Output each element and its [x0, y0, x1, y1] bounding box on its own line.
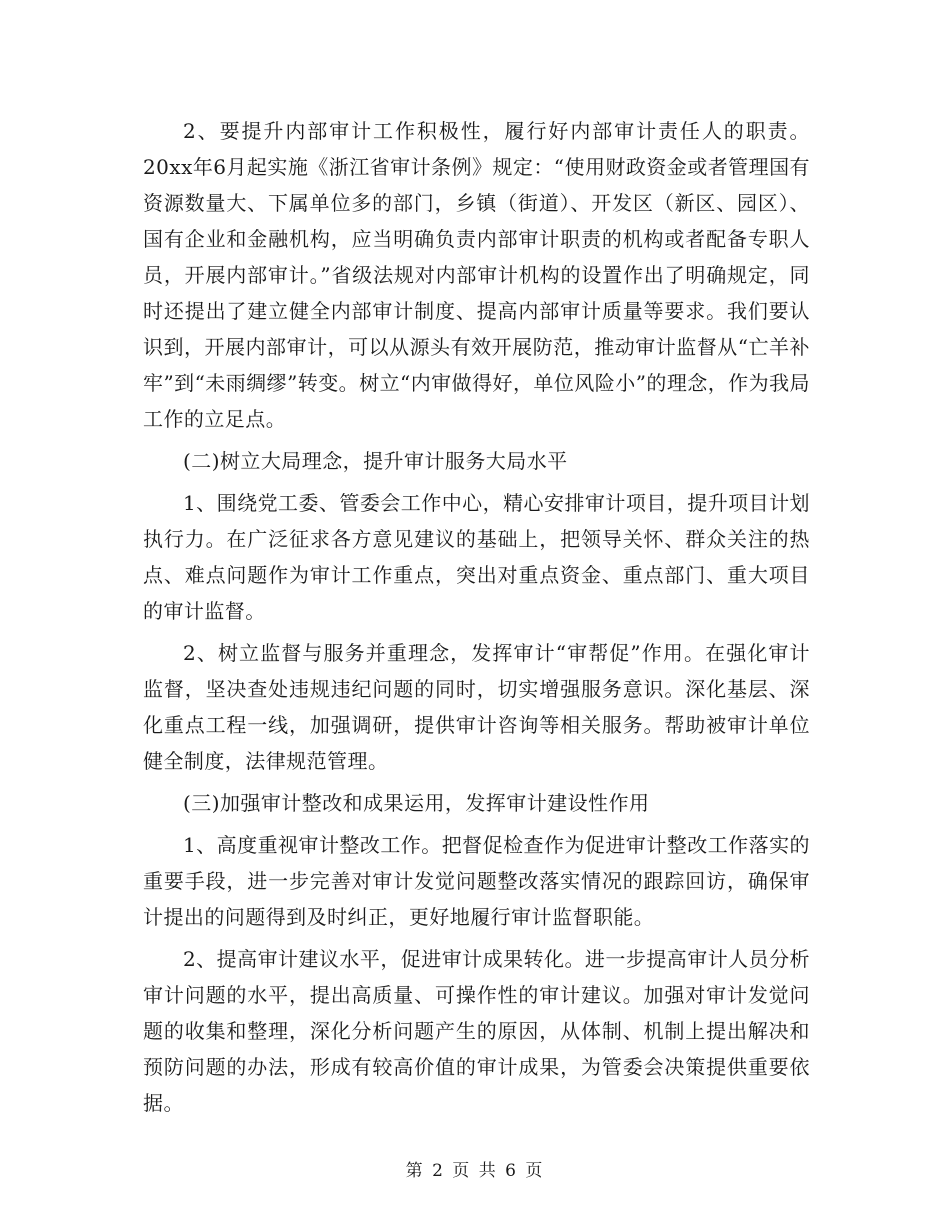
- document-body: [143, 113, 810, 1127]
- paragraph-audit-projects: 1、围绕党工委、管委会工作中心，精心安排审计项目，提升项目计划执行力。在广泛征求各方意见建议的基础上，把领导关怀、群众关注的热点、难点问题作为审计工作重点，突出对重点资金、重点部门、重大项目的审计监督。: [143, 491, 810, 623]
- section-heading-2: (二)树立大局理念，提升审计服务大局水平: [183, 449, 568, 473]
- paragraph-audit-suggestions: 2、提高审计建议水平，促进审计成果转化。进一步提高审计人员分析审计问题的水平，提出高质量、可操作性的审计建议。加强对审计发觉问题的收集和整理，深化分析问题产生的原因，从体制、机制上提出解决和预防问题的办法，形成有较高价值的审计成果，为管委会决策提供重要依据。: [143, 947, 810, 1115]
- paragraph-supervision-service: 2、树立监督与服务并重理念，发挥审计“审帮促”作用。在强化审计监督，坚决查处违规违纪问题的同时，切实增强服务意识。深化基层、深化重点工程一线，加强调研，提供审计咨询等相关服务。帮助被审计单位健全制度，法律规范管理。: [143, 641, 810, 773]
- page-number-footer: 第 2 页 共 6 页: [405, 1161, 545, 1181]
- section-heading-3: (三)加强审计整改和成果运用，发挥审计建设性作用: [183, 791, 650, 815]
- paragraph-rectification: 1、高度重视审计整改工作。把督促检查作为促进审计整改工作落实的重要手段，进一步完善对审计发觉问题整改落实情况的跟踪回访，确保审计提出的问题得到及时纠正，更好地履行审计监督职能。: [143, 833, 810, 929]
- paragraph-internal-audit: 2、要提升内部审计工作积极性，履行好内部审计责任人的职责。20xx年6月起实施《浙江省审计条例》规定：“使用财政资金或者管理国有资源数量大、下属单位多的部门，乡镇（街道）、开发区（新区、园区）、国有企业和金融机构，应当明确负责内部审计职责的机构或者配备专职人员，开展内部审计。”省级法规对内部审计机构的设置作出了明确规定，同时还提出了建立健全内部审计制度、提高内部审计质量等要求。我们要认识到，开展内部审计，可以从源头有效开展防范，推动审计监督从“亡羊补牢”到“未雨绸缪”转变。树立“内审做得好，单位风险小”的理念，作为我局工作的立足点。: [143, 119, 810, 431]
